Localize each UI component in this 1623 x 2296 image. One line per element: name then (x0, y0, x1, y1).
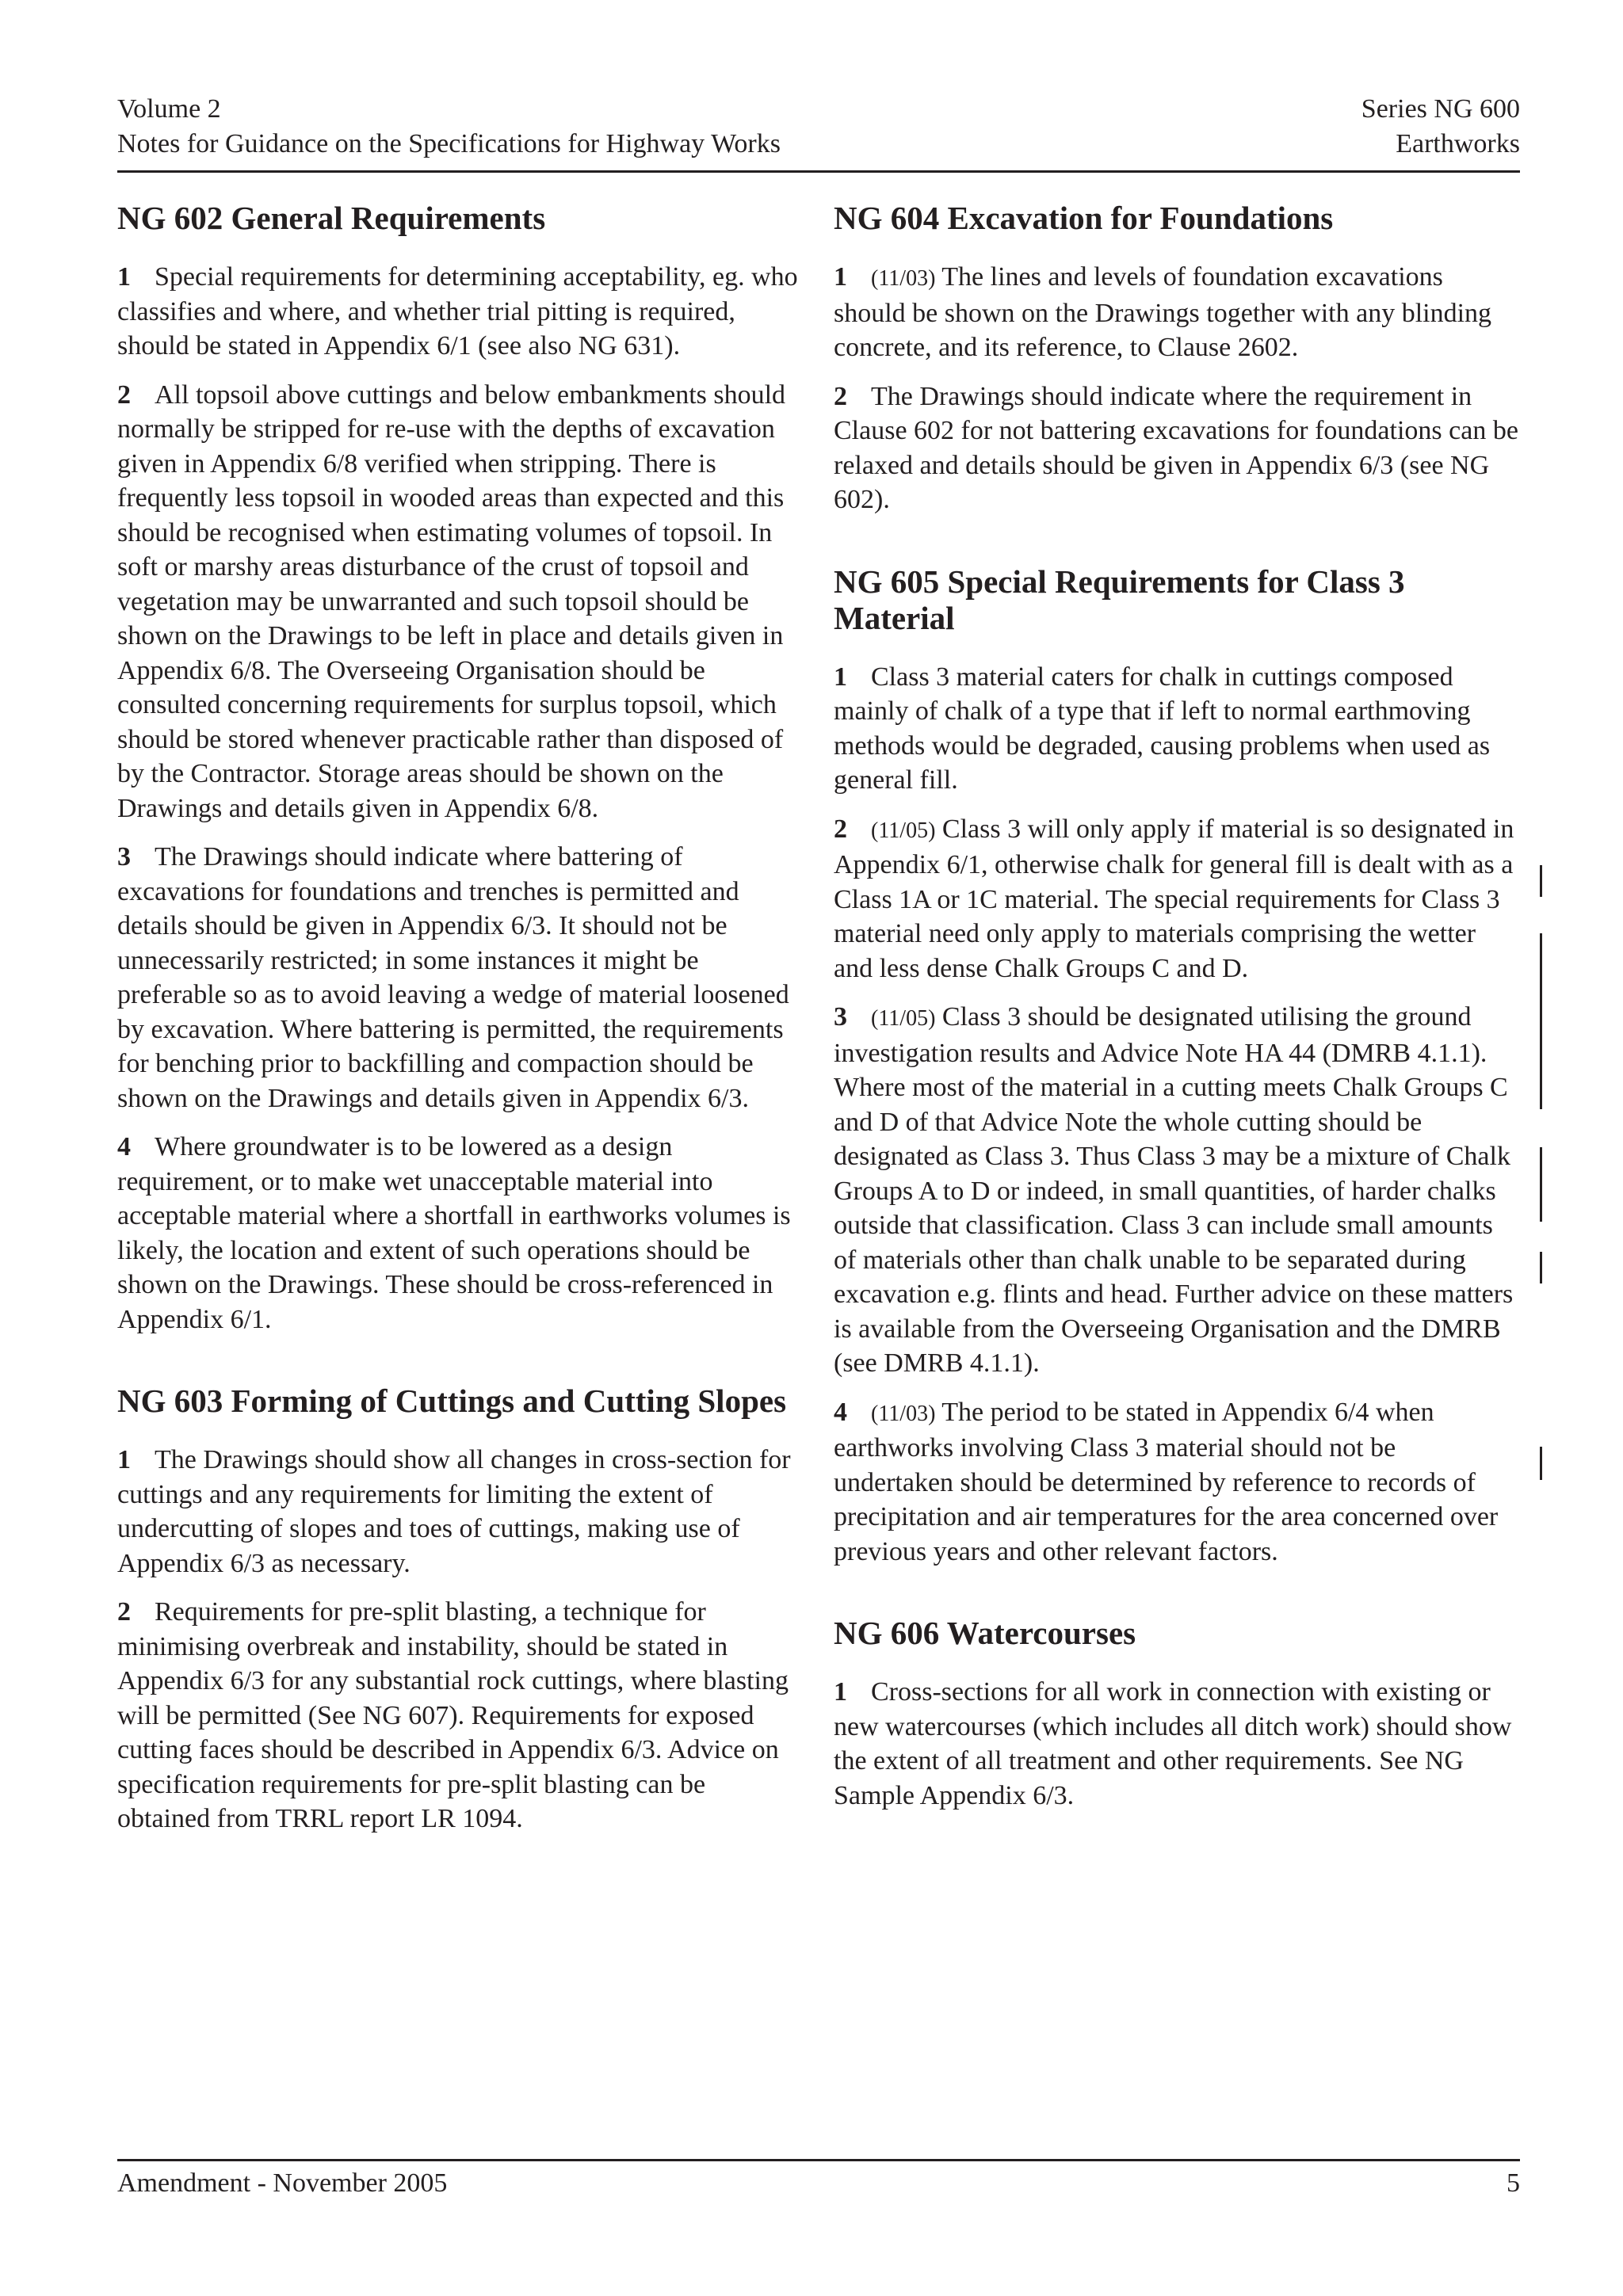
paragraph-ng604-1 (834, 260, 1520, 365)
change-bar (1540, 1252, 1542, 1283)
header-left (117, 92, 781, 162)
paragraph-number: 1 (117, 262, 131, 292)
amendment-date: (11/05) (871, 818, 936, 843)
left-column (117, 200, 800, 1851)
section-title-ng603: NG 603 Forming of Cuttings and Cutting Slopes (117, 1383, 787, 1419)
amendment-date: (11/03) (871, 266, 936, 291)
paragraph-ng605-4 (834, 1395, 1520, 1569)
paragraph-text: The Drawings should show all changes in cross-section for cuttings and any requirements for limiting the extent of undercutting of slopes and toes of cuttings, making use of Appendix 6/3 as necessary. (117, 1445, 791, 1578)
section-title-ng604: NG 604 Excavation for Foundations (834, 200, 1334, 236)
header-rule (117, 170, 1520, 173)
amendment-date: (11/05) (871, 1006, 936, 1031)
paragraph-ng605-2 (834, 812, 1520, 986)
paragraph-ng602-3 (117, 840, 800, 1116)
change-bar (1540, 1147, 1542, 1222)
right-column (834, 200, 1520, 1827)
paragraph-text: Special requirements for determining acceptability, eg. who classifies and where, and whether trial pitting is required, should be stated in Appendix 6/1 (see also NG 631). (117, 262, 798, 360)
paragraph-text: Where groundwater is to be lowered as a design requirement, or to make wet unacceptable material into acceptable material where a shortfall in earthworks volumes is likely, the location and extent of such operations should be shown on the Drawings. These should be cross-referenced in Appendix 6/1. (117, 1132, 791, 1334)
paragraph-number: 4 (834, 1397, 847, 1427)
paragraph-number: 3 (834, 1002, 847, 1032)
paragraph-ng605-3 (834, 1000, 1520, 1381)
paragraph-number: 1 (117, 1445, 131, 1474)
amendment-date: (11/03) (871, 1401, 936, 1426)
paragraph-ng602-4 (117, 1130, 800, 1337)
paragraph-number: 2 (117, 379, 131, 410)
paragraph-number: 3 (117, 842, 131, 871)
header-subject: Earthworks (1396, 129, 1520, 158)
paragraph-text: Cross-sections for all work in connection with existing or new watercourses (which includes all ditch work) should show the extent of all treatment and other requirements. See NG Sample Appendix 6/3. (834, 1677, 1512, 1810)
header-volume: Volume 2 (117, 94, 221, 124)
paragraph-text: Requirements for pre-split blasting, a technique for minimising overbreak and instability, should be stated in Appendix 6/3 for any substantial rock cuttings, where blasting will be permitted (See NG 607). Requirements for exposed cutting faces should be described in Appendix 6/3. Advice on specification requirements for pre-split blasting can be obtained from TRRL report LR 1094. (117, 1597, 789, 1833)
section-title-ng605: NG 605 Special Requirements for Class 3 Material (834, 563, 1405, 636)
paragraph-text: The lines and levels of foundation excavations should be shown on the Drawings together with any blinding concrete, and its reference, to Clause 2602. (834, 262, 1492, 362)
section-title-ng602: NG 602 General Requirements (117, 200, 546, 236)
paragraph-text: Class 3 should be designated utilising the ground investigation results and Advice Note HA 44 (DMRB 4.1.1). Where most of the material in a cutting meets Chalk Groups C and D of that Advice Note the whole cutting should be designated as Class 3. Thus Class 3 may be a mixture of Chalk Groups A to D or indeed, in small quantities, of harder chalks outside that classification. Class 3 can include small amounts of materials other than chalk unable to be separated during excavation e.g. flints and head. Further advice on these matters is available from the Overseeing Organisation and the DMRB (see DMRB 4.1.1). (834, 1002, 1514, 1378)
paragraph-ng602-2 (117, 378, 800, 826)
paragraph-ng603-2 (117, 1595, 800, 1836)
header-right (1361, 92, 1520, 162)
paragraph-text: Class 3 will only apply if material is so designated in Appendix 6/1, otherwise chalk for general fill is dealt with as a Class 1A or 1C material. The special requirements for Class 3 material need only apply to materials comprising the wetter and less dense Chalk Groups C and D. (834, 814, 1514, 983)
change-bar (1540, 865, 1542, 897)
paragraph-ng606-1 (834, 1675, 1520, 1813)
paragraph-number: 1 (834, 1677, 847, 1707)
paragraph-text: The Drawings should indicate where battering of excavations for foundations and trenches is permitted and details should be given in Appendix 6/3. It should not be unnecessarily restricted; in some instances it might be preferable so as to avoid leaving a wedge of material loosened by excavation. Where battering is permitted, the requirements for benching prior to backfilling and compaction should be shown on the Drawings and details given in Appendix 6/3. (117, 842, 789, 1113)
paragraph-ng604-2 (834, 379, 1520, 517)
paragraph-text: All topsoil above cuttings and below embankments should normally be stripped for re-use with the depths of excavation given in Appendix 6/8 verified when stripping. There is frequently less topsoil in wooded areas than expected and this should be recognised when estimating volumes of topsoil. In soft or marshy areas disturbance of the crust of topsoil and vegetation may be unwarranted and such topsoil should be shown on the Drawings to be left in place and details given in Appendix 6/8. The Overseeing Organisation should be consulted concerning requirements for surplus topsoil, which should be stored whenever practicable rather than disposed of by the Contractor. Storage areas should be shown on the Drawings and details given in Appendix 6/8. (117, 379, 786, 823)
footer-amendment: Amendment - November 2005 (117, 2168, 448, 2198)
paragraph-number: 1 (834, 262, 847, 292)
paragraph-ng602-1 (117, 260, 800, 364)
paragraph-text: The period to be stated in Appendix 6/4 when earthworks involving Class 3 material should not be undertaken should be determined by reference to records of precipitation and air temperatures for the area concerned over previous years and other relevant factors. (834, 1397, 1499, 1566)
page-number: 5 (1507, 2168, 1520, 2198)
change-bar (1540, 933, 1542, 1109)
header-document-title: Notes for Guidance on the Specifications for Highway Works (117, 129, 781, 158)
paragraph-number: 4 (117, 1132, 131, 1161)
paragraph-number: 2 (834, 381, 847, 411)
change-bar (1540, 1447, 1542, 1480)
paragraph-number: 2 (834, 814, 847, 844)
paragraph-number: 1 (834, 662, 847, 692)
paragraph-ng603-1 (117, 1443, 800, 1581)
footer-rule (117, 2159, 1520, 2161)
paragraph-number: 2 (117, 1597, 131, 1627)
paragraph-text: The Drawings should indicate where the requirement in Clause 602 for not battering excavations for foundations can be relaxed and details should be given in Appendix 6/3 (see NG 602). (834, 381, 1518, 514)
paragraph-text: Class 3 material caters for chalk in cuttings composed mainly of chalk of a type that if left to normal earthmoving methods would be degraded, causing problems when used as general fill. (834, 662, 1491, 795)
header-series: Series NG 600 (1361, 94, 1520, 124)
section-title-ng606: NG 606 Watercourses (834, 1615, 1136, 1651)
paragraph-ng605-1 (834, 660, 1520, 798)
